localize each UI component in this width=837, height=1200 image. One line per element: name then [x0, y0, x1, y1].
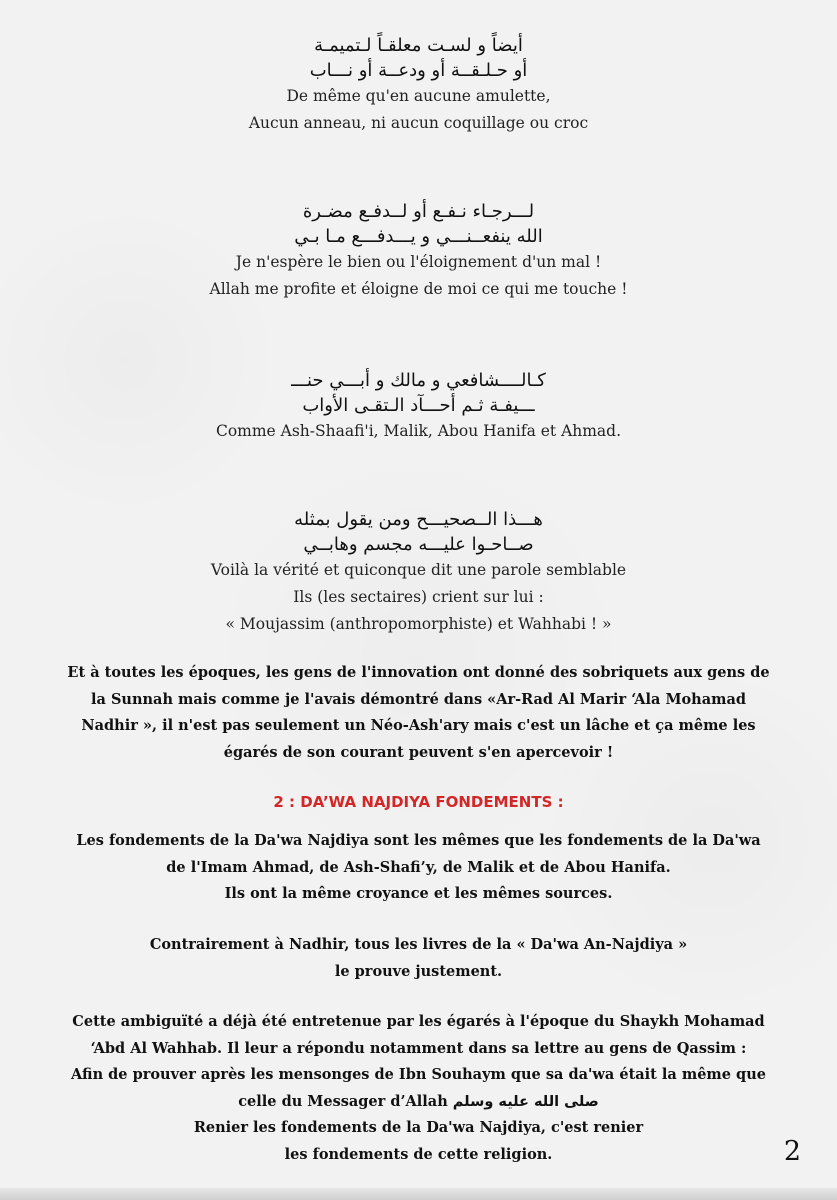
- page-number: 2: [783, 1136, 801, 1167]
- verse-3: [20, 368, 817, 445]
- translation-line: De même qu'en aucune amulette,: [286, 87, 551, 105]
- paragraph-line: Ils ont la même croyance et les mêmes sources.: [224, 885, 613, 902]
- verse-2: [20, 199, 817, 303]
- translation-line: « Moujassim (anthropomorphiste) et Wahhabi ! »: [225, 615, 612, 633]
- paragraph-line: ‘Abd Al Wahhab. Il leur a répondu notamment dans sa lettre au gens de Qassim :: [90, 1039, 747, 1057]
- verse-1-translation: [20, 83, 817, 137]
- paragraph-innovation: [20, 660, 817, 766]
- paragraph-line: [20, 1089, 817, 1116]
- salawat-arabic: صلى الله عليه وسلم: [452, 1093, 599, 1110]
- paragraph-fondements: [20, 828, 817, 908]
- paragraph-line: Et à toutes les époques, les gens de l'innovation ont donné des sobriquets aux gens de: [67, 664, 770, 681]
- translation-line: Je n'espère le bien ou l'éloignement d'un mal !: [235, 253, 602, 271]
- paragraph-line: le prouve justement.: [334, 962, 503, 980]
- arabic-line: أيضاً و لسـت معلقـاً لـتميمـة: [314, 35, 523, 56]
- paragraph-line: Cette ambiguïté a déjà été entretenue par les égarés à l'époque du Shaykh Mohamad: [72, 1013, 765, 1030]
- arabic-line: الله ينفعــنـــي و يـــدفـــع مـا بـي: [294, 226, 543, 247]
- translation-line: Comme Ash-Shaafi'i, Malik, Abou Hanifa et Ahmad.: [215, 422, 622, 440]
- verse-3-translation: [20, 418, 817, 445]
- paragraph-line: Nadhir », il n'est pas seulement un Néo-Ash'ary mais c'est un lâche et ça même les: [81, 717, 756, 734]
- translation-line: Allah me profite et éloigne de moi ce qui me touche !: [209, 280, 628, 298]
- paragraph-line: les fondements de cette religion.: [284, 1145, 553, 1163]
- verse-2-arabic: [20, 199, 817, 249]
- verse-1: [20, 33, 817, 137]
- paragraph-line: égarés de son courant peuvent s'en apercevoir !: [223, 743, 614, 761]
- paragraph-line: la Sunnah mais comme je l'avais démontré dans «Ar-Rad Al Marir ‘Ala Mohamad: [91, 690, 746, 708]
- paragraph-qassim: [20, 1009, 817, 1168]
- arabic-line: صــاحـوا عليـــه مجسم وهابــي: [303, 534, 534, 555]
- arabic-line: ـــيفـة ثـم أحـــآد الـتقـى الأواب: [302, 395, 535, 416]
- translation-line: Voilà la vérité et quiconque dit une parole semblable: [210, 561, 627, 579]
- section-heading: 2 : DA’WA NAJDIYA FONDEMENTS :: [273, 793, 564, 811]
- paragraph-line: Renier les fondements de la Da'wa Najdiya, c'est renier: [193, 1119, 644, 1136]
- arabic-line: هـــذا الــصحيـــح ومن يقول بمثله: [294, 509, 543, 530]
- page-bottom-edge: [0, 1188, 837, 1200]
- paragraph-line: Les fondements de la Da'wa Najdiya sont les mêmes que les fondements de la Da'wa: [76, 832, 761, 849]
- translation-line: Aucun anneau, ni aucun coquillage ou croc: [248, 114, 589, 132]
- messenger-text: celle du Messager d’Allah: [238, 1092, 448, 1110]
- paragraph-nadhir: [20, 932, 817, 985]
- paragraph-line: de l'Imam Ahmad, de Ash-Shafi’y, de Malik et de Abou Hanifa.: [166, 858, 671, 876]
- verse-1-arabic: [20, 33, 817, 83]
- verse-4-arabic: [20, 507, 817, 557]
- verse-2-translation: [20, 249, 817, 303]
- arabic-line: لـــرجـاء نـفـع أو لــدفـع مضـرة: [302, 201, 535, 222]
- verse-3-arabic: [20, 368, 817, 418]
- arabic-line: أو حـلـقــة أو ودعــة أو نـــاب: [309, 60, 528, 81]
- arabic-line: كـالــــشافعي و مالك و أبـــي حنـــ: [291, 370, 546, 391]
- translation-line: Ils (les sectaires) crient sur lui :: [293, 588, 544, 606]
- verse-4: [20, 507, 817, 638]
- verse-4-translation: [20, 557, 817, 638]
- paragraph-line: Contrairement à Nadhir, tous les livres de la « Da'wa An-Najdiya »: [149, 936, 688, 953]
- paragraph-line: Afin de prouver après les mensonges de Ibn Souhaym que sa da'wa était la même que: [71, 1066, 766, 1083]
